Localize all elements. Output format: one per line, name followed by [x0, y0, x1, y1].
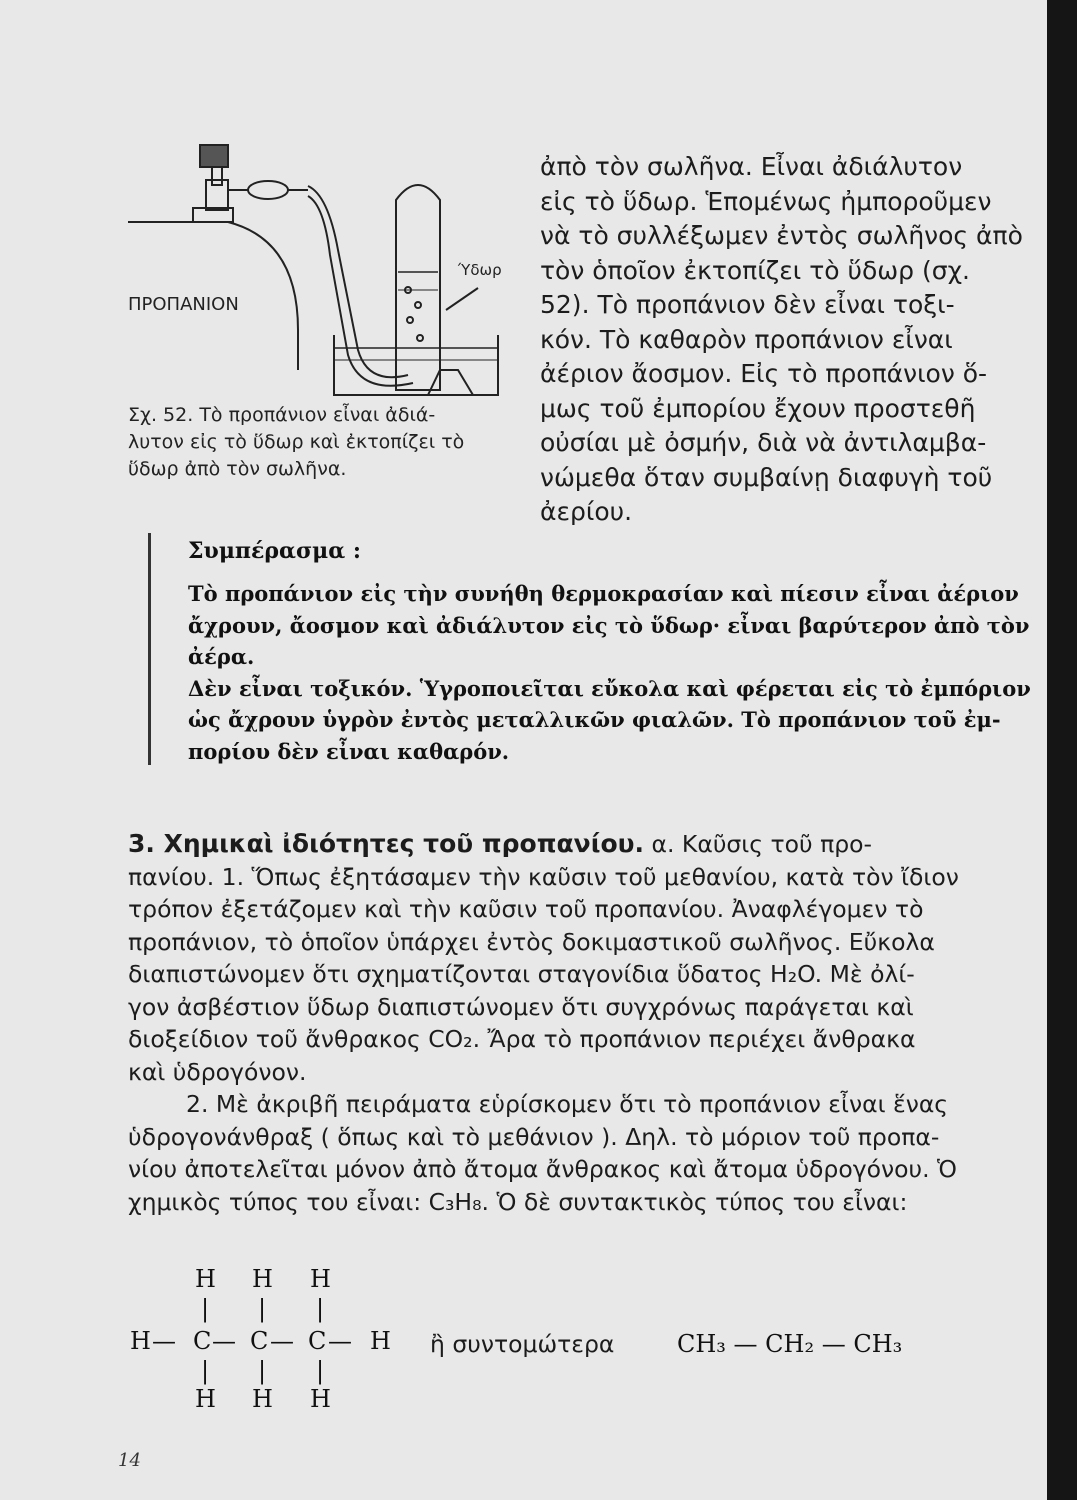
- water-label: Ύδωρ: [458, 261, 502, 279]
- structural-formula: H H H | | | H — C — C — C — H | | | H H H: [130, 1265, 391, 1413]
- book-edge: [1047, 0, 1077, 1500]
- conclusion-body: Τὸ προπάνιον εἰς τὴν συνήθη θερμοκρασίαν καὶ πίεσιν εἶναι ἀέριον ἄχρουν, ἄοσμον καὶ ἀδιάλυτον εἰς τὸ ὕδωρ· εἶναι βαρύτερον ἀπὸ τὸν ἀέρα. Δὲν εἶναι τοξικόν. Ὑγροποιεῖται εὔκολα καὶ φέρεται εἰς τὸ ἐμπόριον ὡς ἄχρουν ὑγρὸν ἐντὸς μεταλλικῶν φιαλῶν. Τὸ προπάνιον τοῦ ἐμ- πορίου δὲν εἶναι καθαρόν.: [188, 581, 1031, 764]
- section-chemical-properties: 3. Χημικαὶ ἰδιότητες τοῦ προπανίου. α. Καῦσις τοῦ προ- πανίου. 1. Ὅπως ἐξητάσαμεν τὴν καῦσιν τοῦ μεθανίου, κατὰ τὸν ἴδιον τρόπον ἐξετάζομεν καὶ τὴν καῦσιν τοῦ προπανίου. Ἀναφλέγομεν τὸ προπάνιον, τὸ ὁποῖον ὑπάρχει ἐντὸς δοκιμαστικοῦ σωλῆνος. Εὔκολα διαπιστώνομεν ὅτι σχηματίζονται σταγονίδια ὕδατος H₂O. Μὲ ὀλί- γον ἀσβέστιον ὕδωρ διαπιστώνομεν ὅτι συγχρόνως παράγεται καὶ διοξείδιον τοῦ ἄνθρακος CO₂. Ἄρα τὸ προπάνιον περιέχει ἄνθρακα καὶ ὑδρογόνον. 2. Μὲ ἀκριβῆ πειράματα εὑρίσκομεν ὅτι τὸ προπάνιον εἶναι ἕνας ὑδρογονάνθραξ ( ὅπως καὶ τὸ μεθάνιον ). Δηλ. τὸ μόριον τοῦ προπα- νίου ἀποτελεῖται μόνον ἀπὸ ἄτομα ἄνθρακος καὶ ἄτομα ὑδρογόνου. Ὁ χημικὸς τύπος του εἶναι: C₃H₈. Ὁ δὲ συντακτικὸς τύπος του εἶναι:: [128, 828, 988, 1218]
- shorter-label: ἢ συντομώτερα: [430, 1330, 615, 1358]
- figure-caption: Σχ. 52. Τὸ προπάνιον εἶναι ἀδιά- λυτον εἰς τὸ ὕδωρ καὶ ἐκτοπίζει τὸ ὕδωρ ἀπὸ τὸν σωλῆνα.: [128, 404, 465, 480]
- conclusion-rule: [148, 533, 151, 765]
- propane-label: ΠΡΟΠΑΝΙΟΝ: [128, 294, 239, 315]
- section-heading: 3. Χημικαὶ ἰδιότητες τοῦ προπανίου.: [128, 829, 645, 858]
- conclusion-title: Συμπέρασμα :: [188, 538, 361, 564]
- right-column-text: ἀπὸ τὸν σωλῆνα. Εἶναι ἀδιάλυτον εἰς τὸ ὕδωρ. Ἑπομένως ἠμποροῦμεν νὰ τὸ συλλέξωμεν ἐντὸς σωλῆνος ἀπὸ τὸν ὁποῖον ἐκτοπίζει τὸ ὕδωρ (σχ. 52). Τὸ προπάνιον δὲν εἶναι τοξι- κόν. Τὸ καθαρὸν προπάνιον εἶναι ἀέριον ἄοσμον. Εἰς τὸ προπάνιον ὅ- μως τοῦ ἐμπορίου ἔχουν προστεθῆ οὐσίαι μὲ ὀσμήν, διὰ νὰ ἀντιλαμβα- νώμεθα ὅταν συμβαίνῃ διαφυγὴ τοῦ ἀερίου.: [540, 152, 1023, 526]
- page-number: 14: [118, 1450, 141, 1471]
- section-heading-line: 3. Χημικαὶ ἰδιότητες τοῦ προπανίου. α. Καῦσις τοῦ προ-: [128, 829, 873, 858]
- propane-apparatus-figure: [128, 140, 538, 410]
- condensed-formula: CH₃ — CH₂ — CH₃: [677, 1330, 903, 1358]
